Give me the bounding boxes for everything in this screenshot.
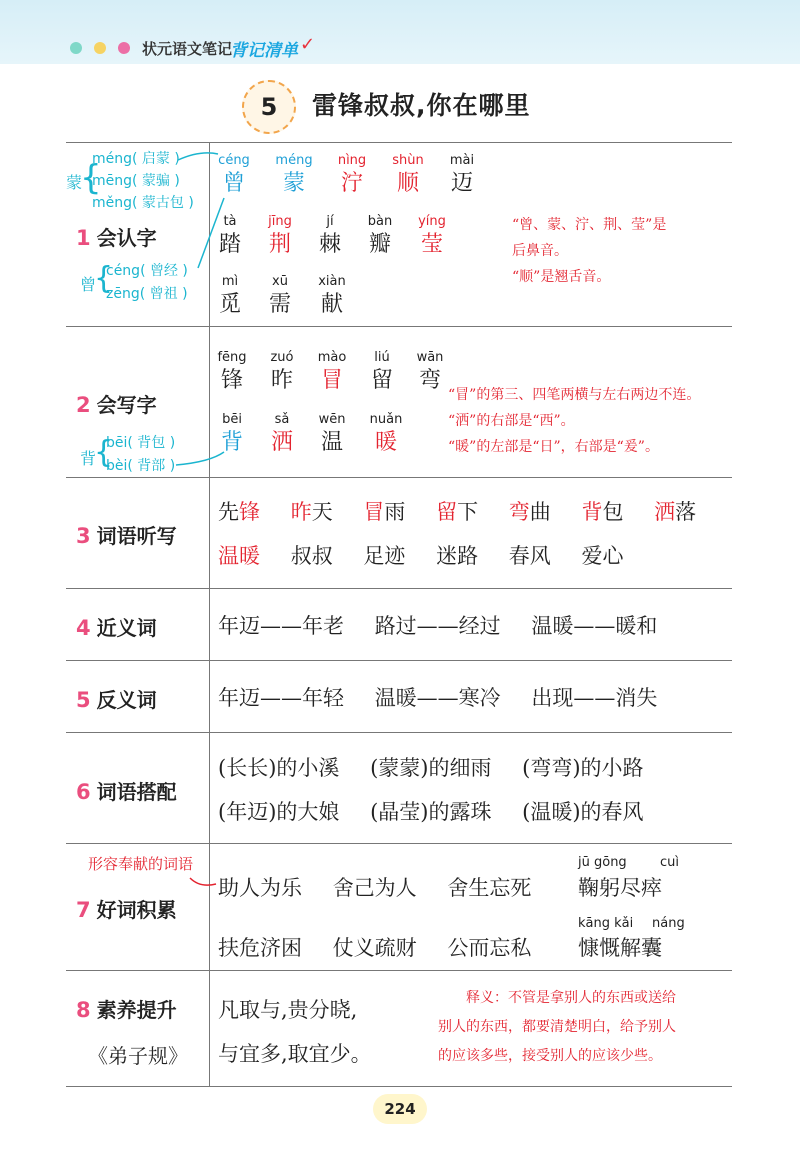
char-group: bēi 背 (220, 412, 243, 455)
word: 背包 (581, 500, 624, 524)
word: 冒雨 (363, 500, 406, 524)
pinyin-annotation: jū gōng (578, 855, 627, 870)
section-badge: 背记清单 (230, 41, 298, 61)
collocation-row-1: (长长)的小溪 (蒙蒙)的细雨 (弯弯)的小路 (218, 756, 644, 780)
book-name: 状元语文笔记 (142, 40, 233, 58)
arrow-tag (190, 878, 216, 885)
section-label-3: 3 词语听写 (76, 524, 177, 548)
pronunciation-note: “曾、蒙、泞、荆、莹”是 后鼻音。 “顺”是翘舌音。 (512, 217, 667, 285)
char-group: méng 蒙 (275, 153, 313, 196)
pinyin-annotation: cuì (660, 855, 679, 870)
quote-line-1: 凡取与,贵分晓, (218, 998, 358, 1022)
char-group: shùn 顺 (392, 153, 424, 196)
good-words-row-2: 扶危济困 仗义疏财 公而忘私 (218, 936, 532, 960)
word: 足迹 (363, 544, 406, 568)
brace-icon: { (80, 158, 102, 198)
polyphone-item: bēi( 背包 ) (106, 435, 176, 451)
page-number: 224 (373, 1094, 427, 1124)
char-group: tà 踏 (218, 214, 241, 257)
explanation-note: 释义：不管是拿别人的东西或送给 别人的东西，都要清楚明白，给予别人 的应该多些，接受别人的应该少些。 (438, 990, 676, 1064)
dictation-row-1 (218, 496, 720, 526)
word: 迷路 (436, 544, 479, 568)
char-group: bàn 瓣 (367, 214, 393, 257)
char-group: mì 觅 (218, 274, 241, 317)
char-group: mào 冒 (317, 350, 347, 393)
word: 春风 (508, 544, 551, 568)
polyphone-char-meng: 蒙 (66, 173, 83, 192)
synonym-row: 年迈——年老 路过——经过 温暖——暖和 (218, 614, 658, 638)
char-group: xū 需 (268, 274, 291, 317)
dictation-row-2 (218, 540, 647, 570)
word: 叔叔 (290, 544, 333, 568)
section-label-2: 2 会写字 (76, 393, 157, 417)
brace-icon: { (94, 435, 114, 470)
polyphone-item: céng( 曾经 ) (106, 263, 188, 279)
section-label-7: 7 好词积累 (76, 898, 177, 922)
char-group: sǎ 洒 (270, 412, 293, 455)
section-label-5: 5 反义词 (76, 688, 157, 712)
section-8-subtitle: 《弟子规》 (88, 1044, 188, 1068)
good-words-row-1: 助人为乐 舍己为人 舍生忘死 (218, 876, 532, 900)
polyphone-char-bei: 背 (80, 449, 97, 468)
char-group: fēng 锋 (217, 350, 247, 393)
brace-icon: { (94, 261, 114, 296)
section-label-1: 1 会认字 (76, 226, 157, 250)
char-group: zuó 昨 (270, 350, 294, 393)
polyphone-item: měng( 蒙古包 ) (92, 195, 194, 211)
collocation-row-2: (年迈)的大娘 (晶莹)的露珠 (温暖)的春风 (218, 800, 644, 824)
char-group: wēn 温 (318, 412, 346, 455)
pinyin-annotation: náng (652, 916, 685, 931)
word: 温暖 (218, 544, 260, 568)
word: 留下 (436, 500, 479, 524)
good-words-tag: 形容奉献的词语 (88, 855, 194, 873)
polyphone-item: zēng( 曾祖 ) (106, 286, 188, 302)
section-label-6: 6 词语搭配 (76, 780, 177, 804)
polyphone-item: mēng( 蒙骗 ) (92, 173, 180, 189)
char-group: yíng 莹 (418, 214, 446, 257)
idiom: 鞠躬尽瘁 (578, 876, 662, 900)
polyphone-item: méng( 启蒙 ) (92, 151, 180, 167)
section-label-4: 4 近义词 (76, 616, 157, 640)
word: 昨天 (290, 500, 333, 524)
word: 先锋 (218, 500, 260, 524)
char-group: nìng 泞 (337, 153, 367, 196)
char-group: xiàn 献 (318, 274, 346, 317)
word: 弯曲 (508, 500, 551, 524)
polyphone-item: bèi( 背部 ) (106, 458, 176, 474)
char-group: jí 棘 (318, 214, 341, 257)
char-group: mài 迈 (449, 153, 475, 196)
word: 洒落 (654, 500, 697, 524)
char-group: jīng 荆 (268, 214, 292, 257)
section-label-8: 8 素养提升 (76, 998, 177, 1022)
lesson-title: 雷锋叔叔,你在哪里 (312, 91, 531, 120)
char-group: nuǎn 暖 (369, 412, 403, 455)
lesson-number: 5 (242, 80, 296, 134)
pinyin-annotation: kāng kǎi (578, 916, 634, 931)
writing-note: “冒”的第三、四笔两横与左右两边不连。 “洒”的右部是“西”。 “暖”的左部是“日”，右部是“爰”。 (448, 387, 701, 455)
word: 爱心 (581, 544, 624, 568)
char-group: wān 弯 (416, 350, 444, 393)
antonym-row: 年迈——年轻 温暖——寒冷 出现——消失 (218, 686, 658, 710)
idiom: 慷慨解囊 (578, 936, 662, 960)
polyphone-char-ceng: 曾 (80, 275, 97, 294)
checkmark-icon: ✓ (300, 34, 316, 55)
char-group: céng 曾 (218, 153, 250, 196)
quote-line-2: 与宜多,取宜少。 (218, 1042, 372, 1066)
char-group: liú 留 (370, 350, 393, 393)
